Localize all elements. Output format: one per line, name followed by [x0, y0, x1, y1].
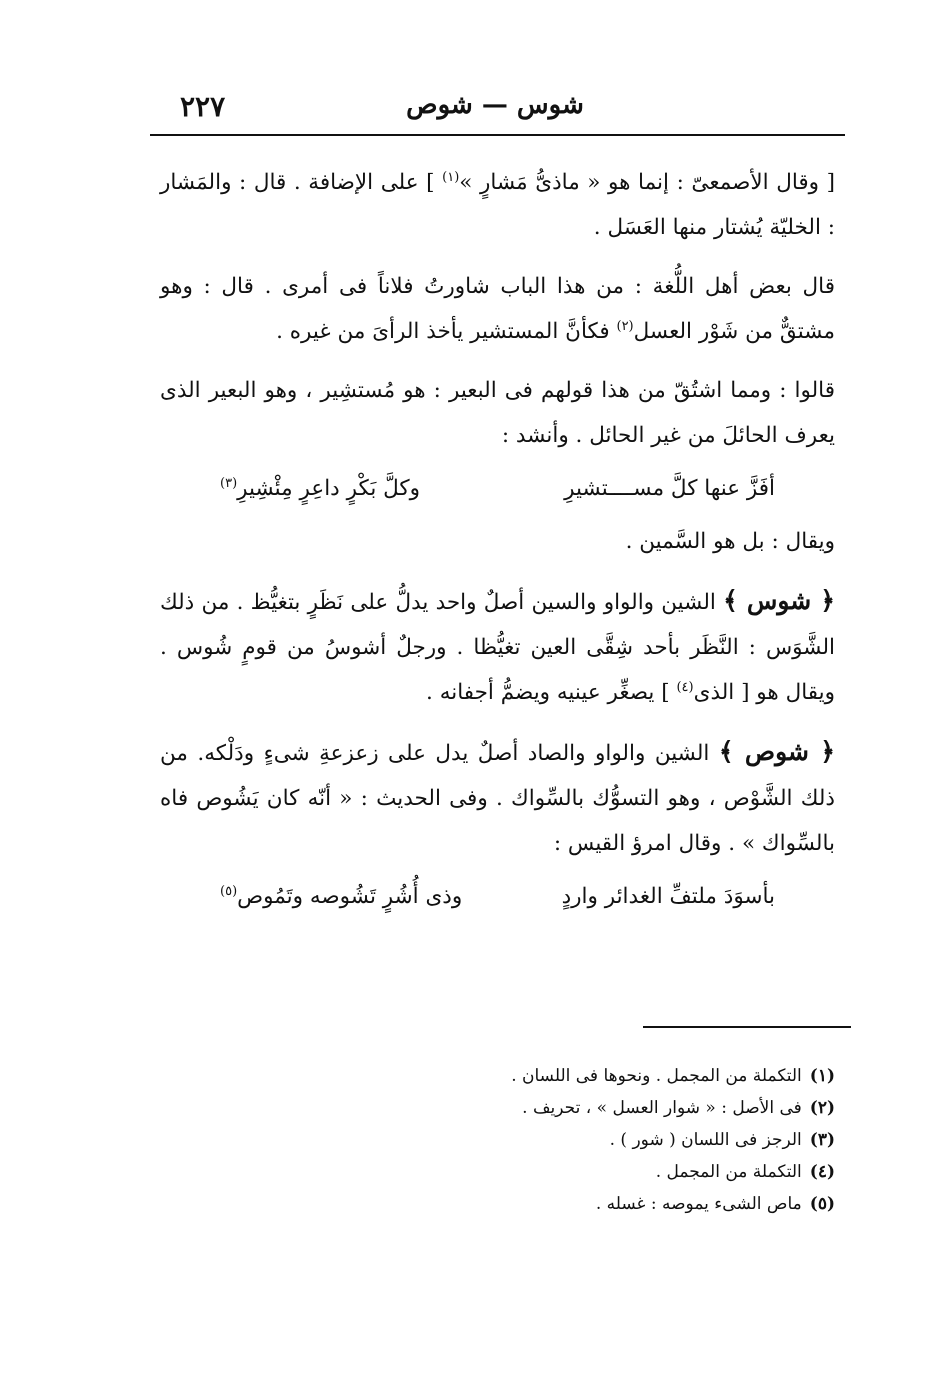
- paragraph-text: ] على الإضافة . قال : والمَشار : الخليّة يُشتار منها العَسَل .: [160, 170, 835, 240]
- footnote-text: فى الأصل : « شوار العسل » ، تحريف .: [522, 1098, 802, 1118]
- entry-text: الشين والواو والصاد أصلٌ يدل على زعزعةِ شىءٍ ودَلْكه. من ذلك الشَّوْص ، وهو التسوُّك بالسِّواك . وفى الحديث : « أنّه كان يَشُوص فاه بالسِّواك » . وقال امرؤ القيس :: [160, 741, 835, 856]
- footnote-text: التكملة من المجمل . ونحوها فى اللسان .: [511, 1066, 802, 1086]
- entry-text: ] يصغِّر عينيه ويضمُّ أجفانه .: [426, 680, 677, 705]
- footnote-number: (٥): [809, 1194, 835, 1214]
- headword-shws: ﴿ شوس ﴾: [723, 586, 835, 615]
- footnote-marker-5: (٥): [220, 883, 238, 899]
- footnote-1: [430, 1060, 835, 1092]
- footnote-2: [430, 1092, 835, 1124]
- paragraph-text: قالوا : ومما اشتُقّ من هذا قولهم فى البعير : هو مُستشِير ، وهو البعير الذى يعرف الحائلَ من غير الحائل . وأنشد :: [160, 378, 835, 448]
- footnote-rule: [643, 1026, 851, 1028]
- paragraph-text: [ وقال الأصمعىّ : إنما هو « ماذىُّ مَشارٍ »: [459, 170, 835, 195]
- verse-2: [220, 874, 775, 919]
- entry-shws2: [160, 729, 835, 866]
- paragraph-text: قال بعض أهل اللُّغة : من هذا الباب شاورتُ فلاناً فى أمرى . قال : وهو مشتقٌّ من شَوْر العسل: [160, 274, 835, 344]
- footnote-number: (٤): [809, 1162, 835, 1182]
- paragraph-samin: [160, 519, 835, 564]
- verse-text: وكلَّ بَكْرٍ داعِرٍ مِئْشِيرِ: [237, 476, 421, 501]
- paragraph-shawart: [160, 264, 835, 354]
- page-number: ٢٢٧: [180, 90, 226, 123]
- entry-text: الشين والواو والسين أصلٌ واحد يدلُّ على نَظَرٍ بتغيُّظ . من ذلك الشَّوَس : النَّظَر بأحد شِقَّى العين تغيُّظا . ورجلٌ أشوسُ من قومٍ شُوس . ويقال هو [ الذى: [160, 590, 835, 705]
- running-title: شوس — شوص: [406, 90, 584, 120]
- verse-second-hemistich: [220, 466, 420, 511]
- footnotes: [430, 1060, 835, 1220]
- footnote-marker-1: (١): [442, 169, 460, 185]
- body-text: [160, 160, 835, 927]
- headword-shws2: ﴿ شوص ﴾: [718, 737, 835, 766]
- paragraph-text: ويقال : بل هو السَّمين .: [625, 529, 835, 554]
- header-rule: [150, 134, 845, 136]
- footnote-text: التكملة من المجمل .: [655, 1162, 802, 1182]
- verse-first-hemistich: أفَزَّ عنها كلَّ مســــتشيرِ: [564, 476, 775, 501]
- verse-1: [220, 466, 775, 511]
- verse-second-hemistich: [220, 874, 462, 919]
- footnote-5: [430, 1188, 835, 1220]
- footnote-number: (٣): [809, 1130, 835, 1150]
- paragraph-mustashir: [160, 368, 835, 458]
- footnote-marker-4: (٤): [676, 679, 694, 695]
- footnote-marker-3: (٣): [220, 475, 238, 491]
- page-header: [150, 84, 845, 136]
- footnote-3: [430, 1124, 835, 1156]
- footnote-number: (٢): [809, 1098, 835, 1118]
- verse-text: وذى أُشُرٍ تَشُوصه وتَمُوص: [237, 884, 463, 909]
- footnote-text: ماص الشىء يموصه : غسله .: [595, 1194, 802, 1214]
- footnote-marker-2: (٢): [616, 318, 634, 334]
- verse-first-hemistich: بأسوَدَ ملتفِّ الغدائر واردٍ: [561, 884, 775, 909]
- footnote-text: الرجز فى اللسان ( شور ) .: [609, 1130, 802, 1150]
- footnote-number: (١): [809, 1066, 835, 1086]
- paragraph-text: فكأنَّ المستشير يأخذ الرأىَ من غيره .: [276, 319, 617, 344]
- entry-shws: [160, 578, 835, 715]
- paragraph-asmai: [160, 160, 835, 250]
- footnote-4: [430, 1156, 835, 1188]
